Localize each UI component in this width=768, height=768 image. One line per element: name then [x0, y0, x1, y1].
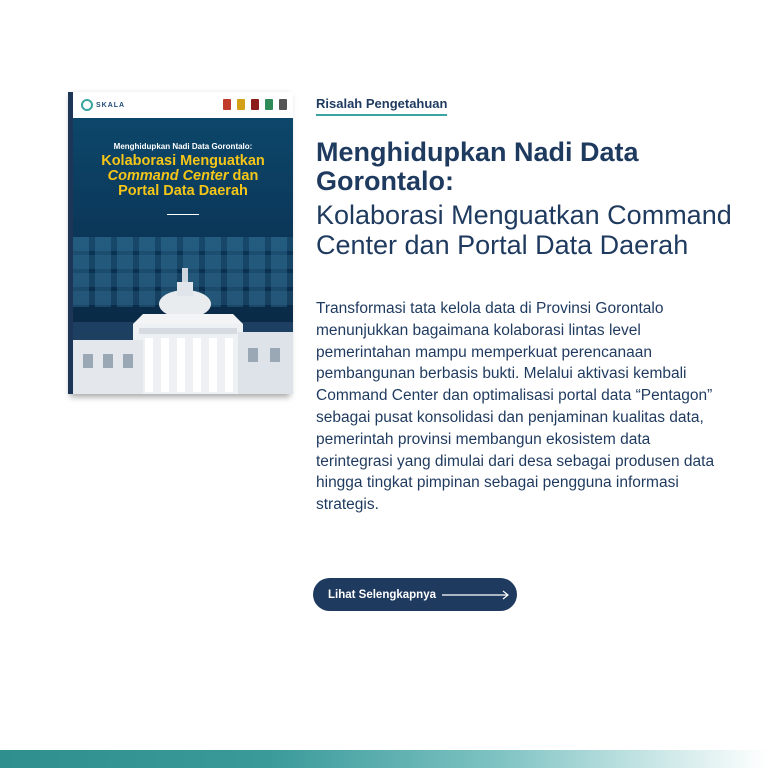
government-building-illustration: [73, 262, 293, 394]
article-summary: Transformasi tata kelola data di Provinsi Gorontalo menunjukkan bagaimana kolaborasi lintas level pemerintahan mampu memperkuat perencanaan pembangunan berbasis bukti. Melalui aktivasi kembali Command Center dan optimalisasi portal data “Pentagon” sebagai pusat konsolidasi dan penjaminan kualitas data, pemerintah provinsi membangun ekosistem data terintegrasi yang dimulai dari desa sebagai produsen data hingga tingkat pimpinan sebagai pengguna informasi strategis.: [316, 300, 715, 514]
skala-logo-icon: [81, 99, 93, 111]
report-cover[interactable]: [68, 92, 292, 398]
article-headline: Menghidupkan Nadi Data Gorontalo:: [316, 137, 639, 196]
skala-logo-text: SKALA: [96, 101, 126, 109]
cover-kicker: Menghidupkan Nadi Data Gorontalo:: [113, 142, 253, 151]
cover-title-emphasis: Command Center: [107, 168, 229, 184]
cover-title-line3: Portal Data Daerah: [118, 183, 248, 199]
partner-logo-5: [279, 99, 287, 110]
partner-logos: [223, 99, 287, 110]
footer-gradient-bar: [0, 750, 768, 768]
cover-title-line2-rest: dan: [228, 168, 259, 184]
read-more-label: Lihat Selengkapnya: [328, 588, 437, 601]
cover-title-line1: Kolaborasi Menguatkan: [101, 153, 265, 169]
partner-logo-3: [251, 99, 259, 110]
cover-title: [73, 154, 293, 199]
skala-logo: [81, 98, 125, 112]
cover-header-strip: [73, 92, 293, 118]
category-label: Risalah Pengetahuan: [316, 97, 447, 116]
article-subheadline: Kolaborasi Menguatkan Command Center dan Portal Data Daerah: [316, 200, 732, 260]
partner-logo-1: [223, 99, 231, 110]
partner-logo-4: [265, 99, 273, 110]
cover-divider: [167, 214, 199, 215]
partner-logo-2: [237, 99, 245, 110]
read-more-button[interactable]: [313, 578, 517, 611]
arrow-right-icon: [442, 590, 510, 600]
cover-art: [73, 92, 293, 394]
cover-title-line2: [73, 169, 293, 184]
